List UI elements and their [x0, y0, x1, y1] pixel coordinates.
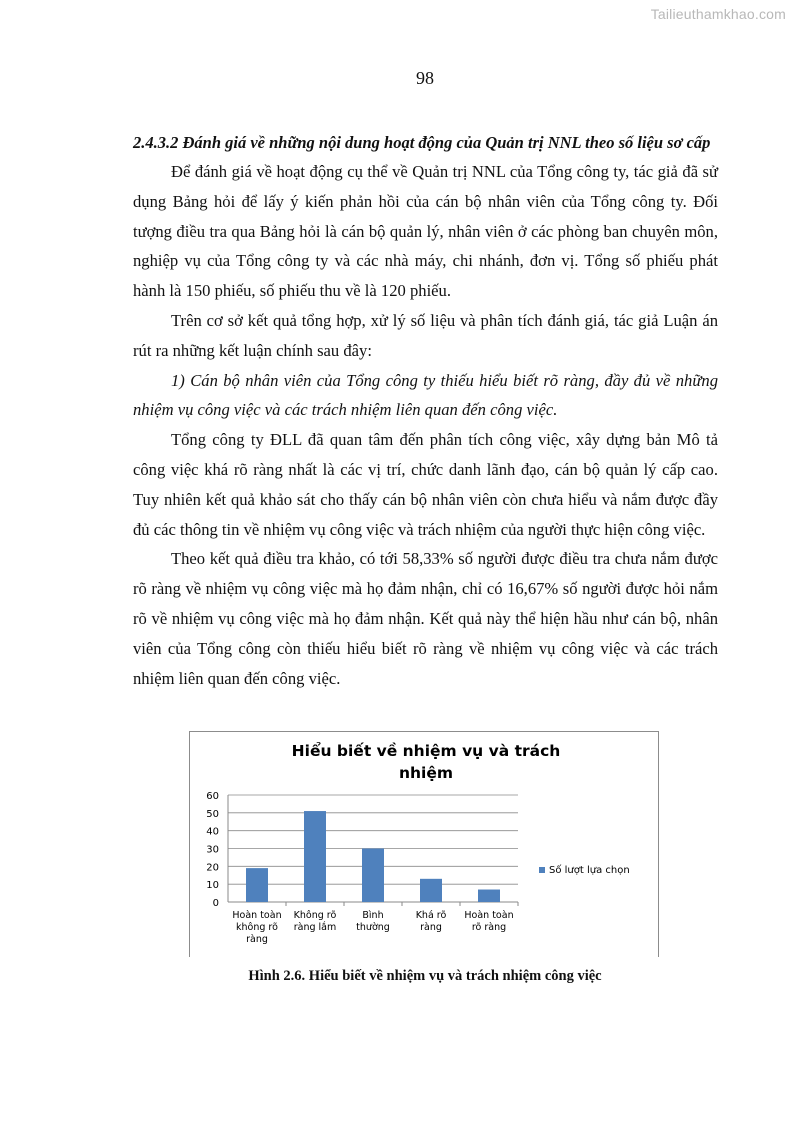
section-heading: 2.4.3.2 Đánh giá về những nội dung hoạt động của Quản trị NNL theo số liệu sơ cấp: [133, 133, 711, 152]
body-text: [133, 157, 718, 693]
x-tick-label: không rõ: [236, 922, 278, 933]
bar: [478, 890, 500, 902]
x-tick-label: Hoàn toàn: [232, 910, 282, 921]
x-tick-label: Không rõ: [293, 910, 337, 921]
y-tick-label: 10: [206, 880, 219, 892]
bar: [246, 868, 268, 902]
x-tick-label: ràng: [420, 922, 442, 933]
x-tick-label: Bình: [362, 910, 384, 921]
watermark: Tailieuthamkhao.com: [650, 6, 786, 22]
y-tick-label: 30: [206, 844, 219, 856]
y-tick-label: 60: [206, 791, 219, 802]
x-tick-label: ràng lắm: [293, 922, 337, 933]
legend-label: Số lượt lựa chọn: [549, 865, 630, 876]
chart-title-line: nhiệm: [398, 764, 454, 782]
paragraph-survey-results: Theo kết quả điều tra khảo, có tới 58,33% số người được điều tra chưa nắm được rõ ràng về nhiệm vụ công việc mà họ đảm nhận, chỉ có 16,67% số người được hỏi nắm rõ về nhiệm vụ công việc mà họ đảm nhận. Kết quả này thể hiện hầu như cán bộ, nhân viên của Tổng công còn thiếu hiểu biết rõ ràng về nhiệm vụ công việc và các trách nhiệm liên quan đến công việc.: [133, 549, 718, 688]
y-tick-label: 20: [206, 862, 219, 874]
bar: [420, 879, 442, 902]
paragraph-survey-method: Để đánh giá về hoạt động cụ thể về Quản trị NNL của Tổng công ty, tác giả đã sử dụng Bảng hỏi để lấy ý kiến phản hồi của cán bộ nhân viên của Tổng công ty. Đối tượng điều tra qua Bảng hỏi là cán bộ quản lý, nhân viên ở các phòng ban chuyên môn, nghiệp vụ của Tổng công ty và các nhà máy, chi nhánh, đơn vị. Tổng số phiếu phát hành là 150 phiếu, số phiếu thu về là 120 phiếu.: [133, 162, 718, 301]
y-tick-label: 0: [212, 898, 219, 909]
bar: [304, 811, 326, 902]
bar: [362, 849, 384, 903]
paragraph-job-analysis: Tổng công ty ĐLL đã quan tâm đến phân tích công việc, xây dựng bản Mô tả công việc khá rõ ràng nhất là các vị trí, chức danh lãnh đạo, cán bộ quản lý cấp cao. Tuy nhiên kết quả khảo sát cho thấy cán bộ nhân viên còn chưa hiểu và nắm được đầy đủ các thông tin về nhiệm vụ công việc và trách nhiệm của người thực hiện công việc.: [133, 430, 718, 539]
paragraph-conclusion-intro: Trên cơ sở kết quả tổng hợp, xử lý số liệu và phân tích đánh giá, tác giả Luận án rút ra những kết luận chính sau đây:: [133, 310, 718, 360]
chart-frame: [189, 731, 659, 957]
paragraph-finding-1: 1) Cán bộ nhân viên của Tổng công ty thiếu hiểu biết rõ ràng, đầy đủ về những nhiệm vụ công việc và các trách nhiệm liên quan đến công việc.: [133, 370, 718, 420]
x-tick-label: ràng: [246, 934, 268, 945]
page-number: 98: [416, 68, 434, 88]
bar-chart: [190, 732, 660, 958]
legend-swatch: [539, 867, 545, 873]
y-tick-label: 50: [206, 808, 219, 820]
figure-caption: Hình 2.6. Hiểu biết về nhiệm vụ và trách nhiệm công việc: [248, 968, 602, 984]
x-tick-label: Hoàn toàn: [464, 910, 514, 921]
x-tick-label: rõ ràng: [471, 922, 507, 933]
x-tick-label: Khá rõ: [415, 910, 447, 921]
chart-title-line: Hiểu biết về nhiệm vụ và trách: [291, 742, 561, 760]
x-tick-label: thường: [356, 922, 390, 933]
y-tick-label: 40: [206, 826, 219, 838]
